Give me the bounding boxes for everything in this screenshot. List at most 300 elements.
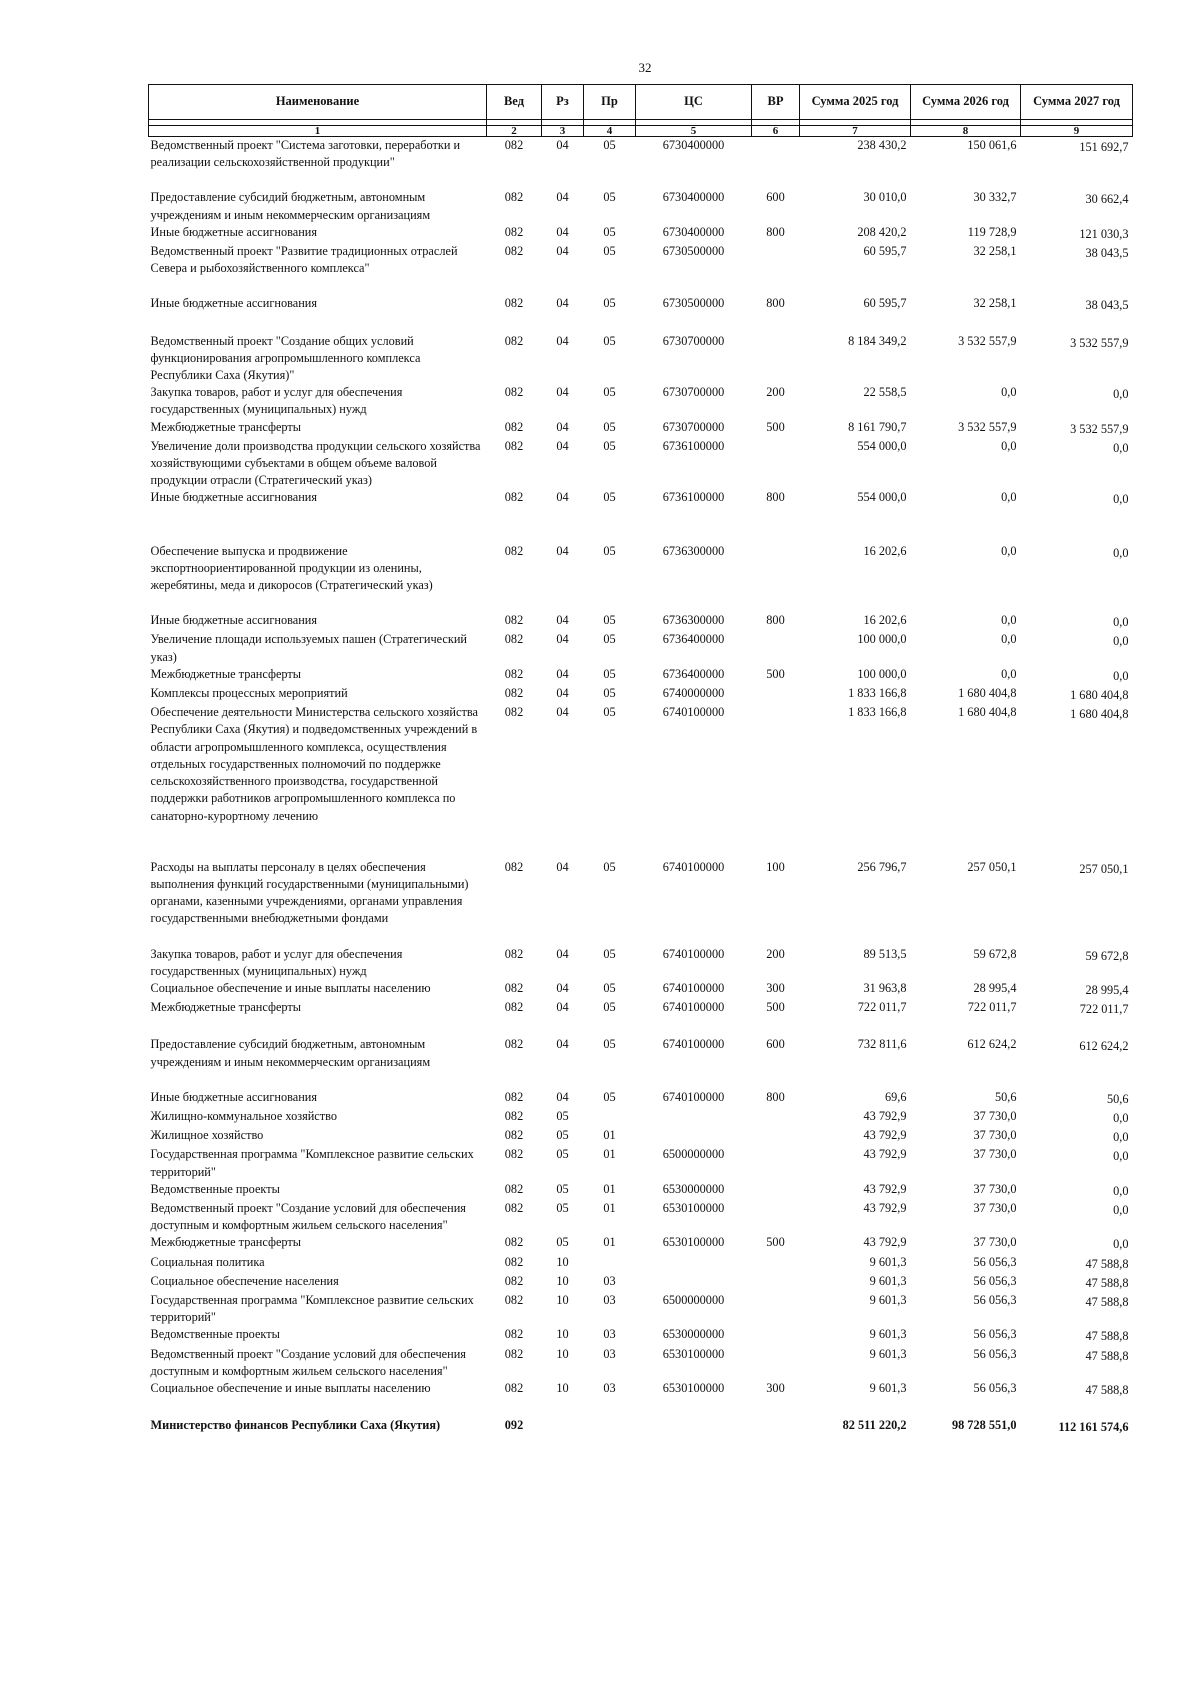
row-sum-2025: 43 792,9 <box>863 1128 907 1143</box>
row-cs <box>636 1108 752 1127</box>
row-sum-2027: 612 624,2 <box>1079 1039 1129 1054</box>
row-sum-2026: 0,0 <box>1001 666 1017 681</box>
row-pr: 05 <box>603 419 616 434</box>
row-pr: 05 <box>603 980 616 995</box>
row-sum-2027: 59 672,8 <box>1085 948 1129 963</box>
row-rz: 10 <box>556 1380 569 1395</box>
row-sum-2027: 47 588,8 <box>1085 1382 1129 1397</box>
row-ved: 082 <box>504 1346 524 1361</box>
row-sum-2025: 43 792,9 <box>863 1147 907 1162</box>
row-sum-2026: 119 728,9 <box>967 224 1017 239</box>
row-cs: 6736300000 <box>662 543 725 558</box>
column-number: 6 <box>752 126 800 137</box>
row-cs: 6740100000 <box>662 859 725 874</box>
row-vr <box>752 438 800 490</box>
row-sum-2027: 0,0 <box>1113 492 1129 507</box>
row-rz: 04 <box>556 224 569 239</box>
row-name: Ведомственные проекты <box>150 1327 280 1342</box>
row-pr <box>584 1108 636 1127</box>
row-ved: 082 <box>504 1181 524 1196</box>
row-sum-2026: 3 532 557,9 <box>958 419 1017 434</box>
header-sum-2026: Сумма 2026 год <box>911 85 1021 120</box>
row-sum-2026: 32 258,1 <box>973 244 1017 259</box>
row-pr: 05 <box>603 138 616 152</box>
row-name: Межбюджетные трансферты <box>150 419 302 434</box>
row-cs <box>636 1273 752 1292</box>
row-rz: 05 <box>556 1147 569 1162</box>
row-sum-2025: 554 000,0 <box>857 438 907 453</box>
row-rz: 04 <box>556 980 569 995</box>
row-pr: 03 <box>603 1380 616 1395</box>
row-vr <box>752 1254 800 1273</box>
table-row <box>149 1292 1133 1326</box>
row-name: Ведомственный проект "Создание условий для обеспечения доступным и комфортным жильем сельского населения" <box>150 1200 466 1233</box>
row-rz: 04 <box>556 1037 569 1052</box>
row-vr <box>752 1200 800 1234</box>
column-number: 2 <box>487 126 542 137</box>
row-cs: 6740000000 <box>662 686 725 701</box>
row-cs: 6530000000 <box>662 1181 725 1196</box>
row-name: Увеличение доли производства продукции сельского хозяйства хозяйствующими субъектами в общем объеме валовой продукции отрасли (Стратегический указ) <box>150 438 481 488</box>
row-cs: 6740100000 <box>662 946 725 961</box>
row-name: Иные бюджетные ассигнования <box>150 296 318 311</box>
row-sum-2026: 98 728 551,0 <box>951 1418 1017 1433</box>
row-rz: 04 <box>556 705 569 720</box>
table-row <box>149 333 1133 385</box>
row-sum-2025: 30 010,0 <box>863 190 907 205</box>
table-body <box>149 137 1133 1437</box>
row-sum-2025: 16 202,6 <box>863 613 907 628</box>
row-ved: 082 <box>504 1108 524 1123</box>
row-cs: 6736300000 <box>662 613 725 628</box>
row-rz: 04 <box>556 946 569 961</box>
row-pr: 03 <box>603 1273 616 1288</box>
row-cs: 6736100000 <box>662 438 725 453</box>
table-row <box>149 946 1133 980</box>
row-rz: 04 <box>556 686 569 701</box>
row-vr <box>752 1127 800 1146</box>
row-sum-2025: 9 601,3 <box>869 1254 907 1269</box>
row-sum-2025: 9 601,3 <box>869 1346 907 1361</box>
row-ved: 082 <box>504 543 524 558</box>
row-cs: 6530100000 <box>662 1200 725 1215</box>
row-sum-2026: 37 730,0 <box>973 1147 1017 1162</box>
row-pr: 05 <box>603 438 616 453</box>
row-vr: 500 <box>766 419 785 434</box>
row-sum-2025: 60 595,7 <box>863 296 907 311</box>
row-ved: 082 <box>504 705 524 720</box>
row-pr: 05 <box>603 543 616 558</box>
table-row <box>149 1380 1133 1417</box>
row-rz: 04 <box>556 859 569 874</box>
row-rz: 04 <box>556 296 569 311</box>
row-vr <box>752 1346 800 1380</box>
row-name: Увеличение площади используемых пашен (Стратегический указ) <box>150 632 467 664</box>
row-sum-2025: 43 792,9 <box>863 1235 907 1250</box>
row-sum-2027: 38 043,5 <box>1085 298 1129 313</box>
row-vr: 600 <box>766 190 785 205</box>
row-rz: 04 <box>556 244 569 259</box>
row-sum-2026: 3 532 557,9 <box>958 333 1017 348</box>
row-vr: 300 <box>766 1380 785 1395</box>
table-row <box>149 189 1133 223</box>
row-vr <box>752 1108 800 1127</box>
row-cs: 6500000000 <box>662 1292 725 1307</box>
row-sum-2027: 47 588,8 <box>1085 1294 1129 1309</box>
row-name: Жилищно-коммунальное хозяйство <box>150 1108 338 1123</box>
row-vr: 800 <box>766 490 785 505</box>
row-cs: 6530100000 <box>662 1380 725 1395</box>
row-sum-2025: 69,6 <box>884 1089 907 1104</box>
row-cs <box>636 1127 752 1146</box>
header-name: Наименование <box>149 85 487 120</box>
row-rz: 05 <box>556 1181 569 1196</box>
row-rz: 10 <box>556 1292 569 1307</box>
row-sum-2025: 238 430,2 <box>857 138 907 152</box>
row-sum-2026: 0,0 <box>1001 613 1017 628</box>
row-name: Социальное обеспечение и иные выплаты населению <box>150 980 431 995</box>
row-pr: 01 <box>603 1200 616 1215</box>
row-ved: 082 <box>504 385 524 400</box>
row-sum-2025: 9 601,3 <box>869 1292 907 1307</box>
row-ved: 082 <box>504 296 524 311</box>
table-row <box>149 1127 1133 1146</box>
row-ved: 082 <box>504 686 524 701</box>
table-row <box>149 1346 1133 1380</box>
row-sum-2026: 1 680 404,8 <box>958 705 1017 720</box>
row-vr: 300 <box>766 980 785 995</box>
row-rz: 04 <box>556 666 569 681</box>
row-vr <box>752 1326 800 1345</box>
row-sum-2027: 0,0 <box>1113 1110 1129 1125</box>
row-sum-2025: 9 601,3 <box>869 1273 907 1288</box>
row-cs: 6730500000 <box>662 296 725 311</box>
row-pr: 05 <box>603 244 616 259</box>
table-row <box>149 489 1133 542</box>
column-number: 9 <box>1021 126 1133 137</box>
row-name: Предоставление субсидий бюджетным, автономным учреждениям и иным некоммерческим организациям <box>150 1037 431 1069</box>
row-sum-2026: 0,0 <box>1001 490 1017 505</box>
page-number: 32 <box>638 60 652 75</box>
row-sum-2026: 612 624,2 <box>967 1037 1017 1052</box>
row-sum-2026: 1 680 404,8 <box>958 686 1017 701</box>
row-ved: 082 <box>504 1128 524 1143</box>
table-row <box>149 1273 1133 1292</box>
row-sum-2026: 56 056,3 <box>973 1254 1017 1269</box>
row-sum-2027: 722 011,7 <box>1079 1002 1129 1017</box>
row-vr <box>752 685 800 704</box>
row-sum-2027: 50,6 <box>1106 1091 1129 1106</box>
row-pr: 05 <box>603 296 616 311</box>
row-ved: 082 <box>504 244 524 259</box>
row-pr: 01 <box>603 1235 616 1250</box>
row-ved: 092 <box>504 1418 524 1433</box>
row-sum-2027: 112 161 574,6 <box>1058 1420 1129 1435</box>
row-pr: 05 <box>603 946 616 961</box>
row-rz: 04 <box>556 613 569 628</box>
row-ved: 082 <box>504 1235 524 1250</box>
row-sum-2025: 732 811,6 <box>857 1037 907 1052</box>
row-sum-2027: 0,0 <box>1113 634 1129 649</box>
row-name: Закупка товаров, работ и услуг для обеспечения государственных (муниципальных) нужд <box>150 946 403 978</box>
row-vr: 500 <box>766 1000 785 1015</box>
table-row <box>149 1036 1133 1088</box>
row-cs: 6530100000 <box>662 1346 725 1361</box>
row-sum-2026: 28 995,4 <box>973 980 1017 995</box>
row-sum-2026: 56 056,3 <box>973 1273 1017 1288</box>
row-sum-2025: 8 184 349,2 <box>848 333 907 348</box>
row-pr: 03 <box>603 1292 616 1307</box>
row-vr <box>752 137 800 190</box>
table-row <box>149 384 1133 418</box>
row-sum-2027: 0,0 <box>1113 1183 1129 1198</box>
row-sum-2027: 0,0 <box>1113 1149 1129 1164</box>
row-ved: 082 <box>504 1292 524 1307</box>
row-rz: 04 <box>556 1000 569 1015</box>
row-sum-2027: 28 995,4 <box>1085 982 1129 997</box>
row-pr: 01 <box>603 1181 616 1196</box>
table-row <box>149 980 1133 999</box>
row-ved: 082 <box>504 613 524 628</box>
row-ved: 082 <box>504 1380 524 1395</box>
row-sum-2025: 43 792,9 <box>863 1108 907 1123</box>
row-ved: 082 <box>504 666 524 681</box>
row-sum-2026: 0,0 <box>1001 385 1017 400</box>
row-sum-2027: 0,0 <box>1113 387 1129 402</box>
row-sum-2026: 59 672,8 <box>973 946 1017 961</box>
row-sum-2025: 100 000,0 <box>857 666 907 681</box>
table-row <box>149 631 1133 665</box>
row-ved: 082 <box>504 224 524 239</box>
row-rz: 04 <box>556 385 569 400</box>
row-sum-2025: 100 000,0 <box>857 632 907 647</box>
row-sum-2027: 151 692,7 <box>1079 140 1129 154</box>
row-ved: 082 <box>504 632 524 647</box>
table-row <box>149 295 1133 332</box>
row-name: Расходы на выплаты персоналу в целях обеспечения выполнения функций государственными (муниципальными) органами, казенными учреждениями, органами управления государственными внебюджетными фондами <box>150 859 469 926</box>
row-sum-2026: 32 258,1 <box>973 296 1017 311</box>
row-sum-2025: 256 796,7 <box>857 859 907 874</box>
column-number: 7 <box>800 126 911 137</box>
row-pr: 05 <box>603 1000 616 1015</box>
table-row <box>149 1108 1133 1127</box>
row-pr <box>584 1254 636 1273</box>
row-vr <box>752 1292 800 1326</box>
row-sum-2026: 50,6 <box>994 1089 1017 1104</box>
row-ved: 082 <box>504 1089 524 1104</box>
row-sum-2025: 43 792,9 <box>863 1181 907 1196</box>
column-number: 5 <box>636 126 752 137</box>
header-row <box>149 85 1133 120</box>
row-ved: 082 <box>504 1273 524 1288</box>
row-vr: 600 <box>766 1037 785 1052</box>
row-sum-2025: 22 558,5 <box>863 385 907 400</box>
row-sum-2027: 0,0 <box>1113 1237 1129 1252</box>
row-sum-2027: 257 050,1 <box>1079 861 1129 876</box>
row-sum-2025: 1 833 166,8 <box>848 705 907 720</box>
row-name: Социальное обеспечение населения <box>150 1273 339 1288</box>
row-sum-2026: 722 011,7 <box>967 1000 1017 1015</box>
row-sum-2027: 0,0 <box>1113 545 1129 560</box>
row-name: Ведомственные проекты <box>150 1181 280 1196</box>
row-vr <box>752 704 800 858</box>
row-cs: 6740100000 <box>662 1037 725 1052</box>
row-sum-2026: 0,0 <box>1001 543 1017 558</box>
row-rz: 04 <box>556 138 569 152</box>
row-name: Министерство финансов Республики Саха (Якутия) <box>150 1418 441 1433</box>
row-cs: 6530100000 <box>662 1235 725 1250</box>
row-pr: 01 <box>603 1147 616 1162</box>
row-rz: 04 <box>556 419 569 434</box>
row-cs: 6730400000 <box>662 138 725 152</box>
row-sum-2025: 16 202,6 <box>863 543 907 558</box>
row-name: Государственная программа "Комплексное развитие сельских территорий" <box>150 1292 474 1325</box>
header-vr: ВР <box>752 85 800 120</box>
row-ved: 082 <box>504 1147 524 1162</box>
header-sum-2027: Сумма 2027 год <box>1021 85 1133 120</box>
row-rz: 04 <box>556 1089 569 1104</box>
row-cs: 6736100000 <box>662 490 725 505</box>
row-vr: 200 <box>766 946 785 961</box>
row-cs: 6740100000 <box>662 705 725 720</box>
row-sum-2027: 47 588,8 <box>1085 1329 1129 1344</box>
row-rz: 05 <box>556 1108 569 1123</box>
row-pr: 05 <box>603 1037 616 1052</box>
table-row <box>149 1181 1133 1200</box>
row-name: Межбюджетные трансферты <box>150 1000 302 1015</box>
row-pr: 03 <box>603 1327 616 1342</box>
row-ved: 082 <box>504 438 524 453</box>
row-name: Межбюджетные трансферты <box>150 1235 302 1250</box>
row-sum-2027: 0,0 <box>1113 615 1129 630</box>
row-name: Иные бюджетные ассигнования <box>150 224 318 239</box>
row-pr: 05 <box>603 705 616 720</box>
row-cs: 6736400000 <box>662 666 725 681</box>
table-row <box>149 685 1133 704</box>
table-row <box>149 438 1133 490</box>
row-pr: 05 <box>603 490 616 505</box>
row-ved: 082 <box>504 419 524 434</box>
row-rz: 04 <box>556 490 569 505</box>
header-sum-2025: Сумма 2025 год <box>800 85 911 120</box>
row-name: Комплексы процессных мероприятий <box>150 686 348 701</box>
row-sum-2025: 82 511 220,2 <box>842 1418 907 1433</box>
row-ved: 082 <box>504 1200 524 1215</box>
row-cs: 6736400000 <box>662 632 725 647</box>
column-number: 3 <box>542 126 584 137</box>
table-row <box>149 419 1133 438</box>
row-sum-2027: 47 588,8 <box>1085 1275 1129 1290</box>
row-pr: 03 <box>603 1346 616 1361</box>
table-row <box>149 859 1133 946</box>
row-ved: 082 <box>504 1037 524 1052</box>
row-name: Иные бюджетные ассигнования <box>150 490 318 505</box>
table-row <box>149 1254 1133 1273</box>
row-sum-2026: 0,0 <box>1001 632 1017 647</box>
row-sum-2026: 56 056,3 <box>973 1380 1017 1395</box>
row-sum-2025: 554 000,0 <box>857 490 907 505</box>
row-vr <box>752 543 800 613</box>
row-vr: 800 <box>766 224 785 239</box>
row-sum-2026: 0,0 <box>1001 438 1017 453</box>
row-ved: 082 <box>504 490 524 505</box>
table-row <box>149 1326 1133 1345</box>
row-name: Иные бюджетные ассигнования <box>150 1089 318 1104</box>
row-vr: 800 <box>766 296 785 311</box>
row-pr: 05 <box>603 686 616 701</box>
row-vr: 200 <box>766 385 785 400</box>
row-ved: 082 <box>504 1000 524 1015</box>
row-sum-2027: 121 030,3 <box>1079 226 1129 241</box>
row-name: Межбюджетные трансферты <box>150 666 302 681</box>
row-sum-2025: 208 420,2 <box>857 224 907 239</box>
row-name: Социальная политика <box>150 1254 265 1269</box>
row-name: Жилищное хозяйство <box>150 1128 264 1143</box>
row-rz: 10 <box>556 1327 569 1342</box>
column-number: 8 <box>911 126 1021 137</box>
row-sum-2026: 56 056,3 <box>973 1346 1017 1361</box>
row-cs <box>636 1417 752 1436</box>
row-cs: 6730400000 <box>662 190 725 205</box>
row-rz: 10 <box>556 1346 569 1361</box>
column-number: 4 <box>584 126 636 137</box>
row-pr <box>584 1417 636 1436</box>
row-rz: 10 <box>556 1254 569 1269</box>
row-sum-2025: 722 011,7 <box>857 1000 907 1015</box>
row-name: Предоставление субсидий бюджетным, автономным учреждениям и иным некоммерческим организациям <box>150 190 431 222</box>
row-cs: 6730500000 <box>662 244 725 259</box>
row-sum-2027: 47 588,8 <box>1085 1348 1129 1363</box>
row-vr: 500 <box>766 666 785 681</box>
row-sum-2027: 0,0 <box>1113 1202 1129 1217</box>
row-sum-2025: 43 792,9 <box>863 1200 907 1215</box>
row-name: Обеспечение деятельности Министерства сельского хозяйства Республики Саха (Якутия) и подведомственных учреждений в области агропромышленного комплекса, осуществления отдельных государственных полномочий по поддержке сельскохозяйственного производства, государственной поддержки работников агропромышленного комплекса по санаторно-курортному лечению <box>150 705 478 823</box>
row-ved: 082 <box>504 859 524 874</box>
row-name: Обеспечение выпуска и продвижение экспортноориентированной продукции из оленины, жеребятины, меда и дикоросов (Стратегический указ) <box>150 543 433 593</box>
row-pr: 01 <box>603 1128 616 1143</box>
row-sum-2025: 31 963,8 <box>863 980 907 995</box>
row-sum-2026: 150 061,6 <box>967 138 1017 152</box>
row-sum-2027: 0,0 <box>1113 668 1129 683</box>
row-sum-2027: 1 680 404,8 <box>1070 707 1129 722</box>
table-row <box>149 1234 1133 1253</box>
table-row <box>149 543 1133 613</box>
row-sum-2026: 37 730,0 <box>973 1235 1017 1250</box>
row-cs <box>636 1254 752 1273</box>
row-sum-2027: 3 532 557,9 <box>1070 421 1129 436</box>
row-cs: 6740100000 <box>662 980 725 995</box>
row-vr <box>752 1273 800 1292</box>
column-number-row <box>149 126 1133 137</box>
row-cs: 6730400000 <box>662 224 725 239</box>
row-sum-2025: 8 161 790,7 <box>848 419 907 434</box>
table-row <box>149 999 1133 1036</box>
row-rz: 04 <box>556 632 569 647</box>
table-row <box>149 224 1133 243</box>
row-ved: 082 <box>504 138 524 152</box>
row-ved: 082 <box>504 980 524 995</box>
row-vr: 100 <box>766 859 785 874</box>
row-name: Иные бюджетные ассигнования <box>150 613 318 628</box>
row-ved: 082 <box>504 946 524 961</box>
table-row <box>149 704 1133 858</box>
column-number: 1 <box>149 126 487 137</box>
row-sum-2025: 89 513,5 <box>863 946 907 961</box>
row-name: Государственная программа "Комплексное развитие сельских территорий" <box>150 1147 474 1179</box>
table-row <box>149 137 1133 190</box>
row-vr <box>752 243 800 295</box>
row-pr: 05 <box>603 224 616 239</box>
